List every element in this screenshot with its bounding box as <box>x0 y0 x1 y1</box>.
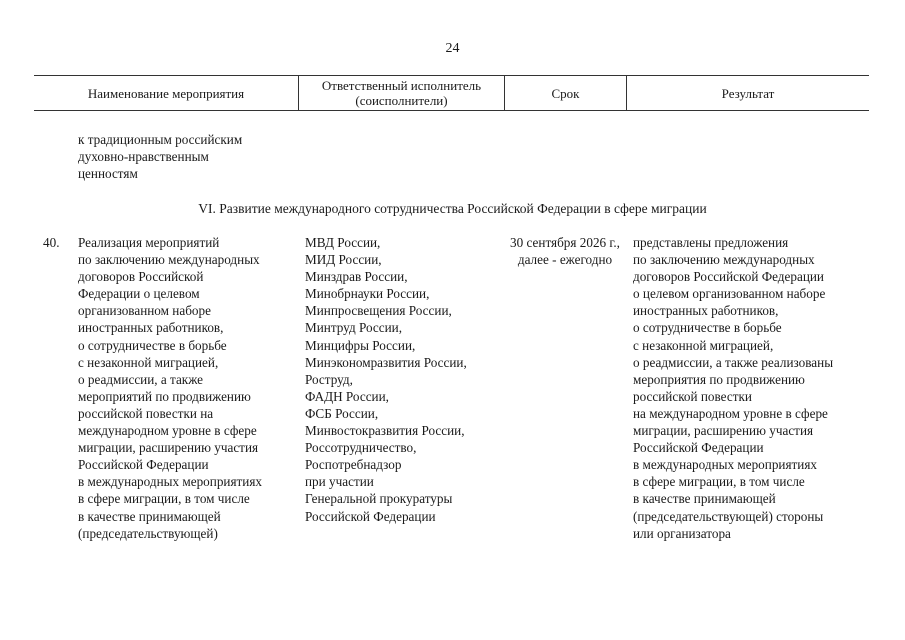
section-title: VI. Развитие международного сотрудничества Российской Федерации в сфере миграции <box>198 201 707 216</box>
header-deadline: Срок <box>551 85 580 101</box>
executors-cell: МВД России, МИД России, Минздрав России, Минобрнауки России, Минпросвещения России, Минтруд России, Минцифры России, Минэкономразвития России, Роструд, ФАДН России, ФСБ России, Минвостокразвития России, Россотрудничество, Роспотребнадзор при участии Генеральной прокуратуры Российской Федерации <box>305 235 467 524</box>
table-header <box>34 75 869 111</box>
header-executor: Ответственный исполнитель (соисполнители) <box>321 78 482 108</box>
header-result: Результат <box>721 85 775 101</box>
deadline-cell: 30 сентября 2026 г., далее - ежегодно <box>510 235 620 268</box>
measure-name-cell: Реализация мероприятий по заключению международных договоров Российской Федерации о целевом организованном наборе иностранных работников, о сотрудничестве в борьбе с незаконной миграцией, о реадмиссии, а также мероприятий по продвижению российской повестки на международном уровне в сфере миграции, расширению участия Российской Федерации в международных мероприятиях в сфере миграции, в том числе в качестве принимающей (председательствующей) <box>78 235 263 541</box>
page-number: 24 <box>445 41 460 56</box>
header-measure-name: Наименование мероприятия <box>87 85 245 101</box>
result-cell: представлены предложения по заключению международных договоров Российской Федерации о целевом организованном наборе иностранных работников, о сотрудничестве в борьбе с незаконной миграцией, о реадмиссии, а также реализованы мероприятия по продвижению российской повестки на международном уровне в сфере миграции, расширению участия Российской Федерации в международных мероприятиях в сфере миграции, в том числе в качестве принимающей (председательствующей) стороны или организатора <box>633 235 834 541</box>
row-number: 40. <box>43 235 60 250</box>
continuation-text: к традиционным российским духовно-нравственным ценностям <box>78 132 243 182</box>
